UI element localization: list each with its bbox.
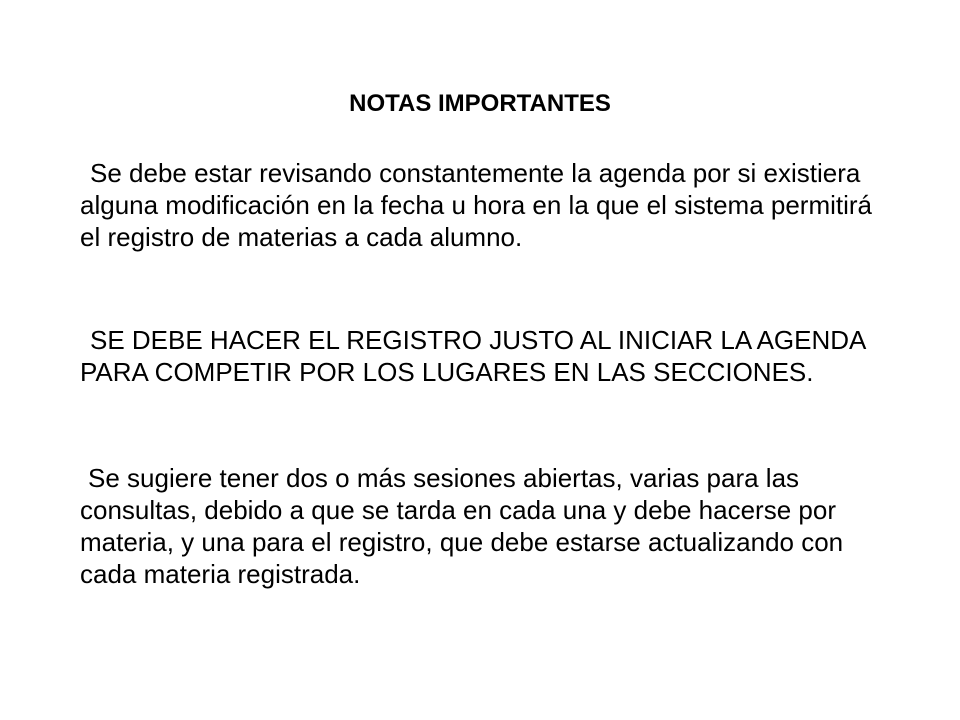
paragraph-registration-timing: SE DEBE HACER EL REGISTRO JUSTO AL INICIAR LA AGENDA PARA COMPETIR POR LOS LUGARES EN LAS SECCIONES. — [80, 325, 865, 387]
paragraph-agenda-review: Se debe estar revisando constantemente la agenda por si existiera alguna modificación en la fecha u hora en la que el sistema permitirá el registro de materias a cada alumno. — [80, 158, 873, 252]
paragraph-sessions-suggestion: Se sugiere tener dos o más sesiones abiertas, varias para las consultas, debido a que se tarda en cada una y debe hacerse por materia, y una para el registro, que debe estarse actualizando con cada materia registrada. — [80, 463, 844, 589]
slide-title: NOTAS IMPORTANTES — [349, 90, 611, 117]
